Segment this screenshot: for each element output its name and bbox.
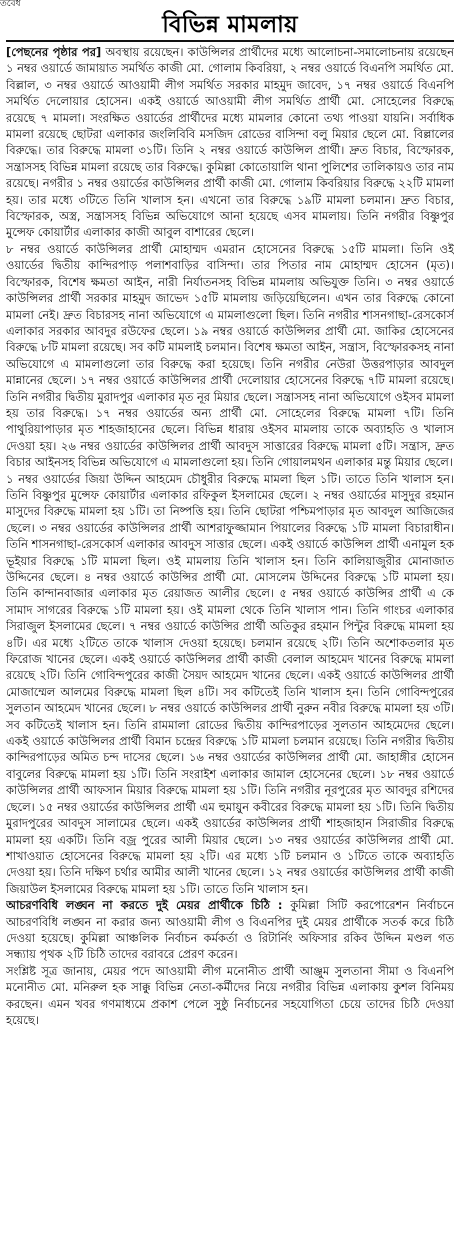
notice-subheading: আচরণবিধি লঙ্ঘন না করতে দুই মেয়র প্রার্থীকে চিঠি : [6,898,283,913]
article-headline: বিভিন্ন মামলায় [162,12,298,38]
notice-body: কুমিল্লা সিটি করপোরেশন নির্বাচনে আচরণবিধি লঙ্ঘন না করার জন্য আওয়ামী লীগ ও বিএনপির দুই মেয়র প্রার্থীকে সতর্ক করে চিঠি দেওয়া হয়েছে। কুমিল্লা আঞ্চলিক নির্বাচন কর্মকর্তা ও রিটার্নিং অফিসার রকিব উদ্দিন মণ্ডল গত সন্ধ্যায় পৃথক ২টি চিঠি তাদের বরাবরে প্রেরণ করেন। [6,898,454,962]
notice-paragraph [6,897,454,963]
headline-area [6,10,454,42]
continued-from-label: [পেছনের পৃষ্ঠার পর] [6,45,102,59]
paragraph-1-text: অবস্থায় রয়েছেন। কাউন্সিলর প্রার্থীদের মধ্যে আলোচনা-সমালোচনায় রয়েছেন ১ নম্বর ওয়ার্ডে জামায়াত সমর্থিত কাজী মো. গোলাম কিবরিয়া, ২ নম্বর ওয়ার্ডে বিএনপি সমর্থিত মো. বিল্লাল, ৩ নম্বর ওয়ার্ডে আওয়ামী লীগ সমর্থিত সরকার মাহমুদ জাবেদ, ১৭ নম্বর ওয়ার্ডে বিএনপি সমর্থিত দেলোয়ার হোসেন। একই ওয়ার্ডে আওয়ামী লীগ সমর্থিত প্রার্থী মো. সোহেলের বিরুদ্ধে রয়েছে ৭ মামলা। সংরক্ষিত ওয়ার্ডের প্রার্থীদের মধ্যে মামলার কোনো তথ্য পাওয়া যায়নি। সর্বাধিক মামলা রয়েছে ছোটরা এলাকার জংলিবিবি মসজিদ রোডের বাসিন্দা বলু মিয়ার ছেলে মো. বিল্লালের বিরুদ্ধে। তার বিরুদ্ধে মামলা ৩১টি। তিনি ২ নম্বর ওয়ার্ডে কাউন্সিল প্রার্থী। দ্রুত বিচার, বিস্ফোরক, সন্ত্রাসসহ বিভিন্ন মামলা রয়েছে তার বিরুদ্ধে। কুমিল্লা কোতোয়ালি থানা পুলিশের তালিকায়ও তার নাম রয়েছে। নগরীর ১ নম্বর ওয়ার্ডের কাউন্সিলর প্রার্থী কাজী মো. গোলাম কিবরিয়ার বিরুদ্ধে ২২টি মামলা হয়। তার মধ্যে ৩টিতে তিনি খালাস হন। এখনো তার বিরুদ্ধে ১৯টি মামলা চলমান। দ্রুত বিচার, বিস্ফোরক, অস্ত্র, সন্ত্রাসসহ বিভিন্ন অভিযোগে আনা হয়েছে এসব মামলায়। তিনি নগরীর বিষ্ণুপুর মুন্সেফ কোয়ার্টার এলাকার কাজী আবুল বাশারের ছেলে। [6,45,454,240]
article-paragraph-2: ৮ নম্বর ওয়ার্ডে কাউন্সিলর প্রার্থী মোহাম্মদ এমরান হোসেনের বিরুদ্ধে ১৫টি মামলা। তিনি ওই ওয়ার্ডের দ্বিতীয় কান্দিরপাড় পলাশবাড়ির বাসিন্দা। তার পিতার নাম মোহাম্মদ হোসেন (মৃত)। বিস্ফোরক, বিশেষ ক্ষমতা আইন, নারী নির্যাতনসহ বিভিন্ন মামলায় অভিযুক্ত তিনি। ৩ নম্বর ওয়ার্ডে কাউন্সিলর প্রার্থী সরকার মাহমুদ জাভেদ ১৫টি মামলায় জড়িয়েছিলেন। এখন তার বিরুদ্ধে কোনো মামলা নেই। দ্রুত বিচারসহ নানা অভিযোগে এ মামলাগুলো ছিল। তিনি নগরীর শাসনগাছা-রেসকোর্স এলাকার সরকার আবদুর রউফের ছেলে। ১৯ নম্বর ওয়ার্ডে কাউন্সিলর প্রার্থী মো. জাকির হোসেনের বিরুদ্ধে ৮টি মামলা রয়েছে। সব কটি মামলাই চলমান। বিশেষ ক্ষমতা আইন, সন্ত্রাস, বিস্ফোরকসহ নানা অভিযোগে এ মামলাগুলো তার বিরুদ্ধে করা হয়েছে। তিনি নগরীর নেউরা উত্তরপাড়ার আবদুল মান্নানের ছেলে। ১৭ নম্বর ওয়ার্ডে কাউন্সিলর প্রার্থী দেলোয়ার হোসেনের বিরুদ্ধে ৭টি মামলা রয়েছে। তিনি নগরীর দ্বিতীয় মুরাদপুর এলাকার মৃত নূর মিয়ার ছেলে। সন্ত্রাসসহ নানা অভিযোগে ওইসব মামলা হয় তার বিরুদ্ধে। ১৭ নম্বর ওয়ার্ডের অন্য প্রার্থী মো. সোহেলের বিরুদ্ধে মামলা ৭টি। তিনি পাথুরিয়াপাড়ার মৃত শাহজাহানের ছেলে। বিভিন্ন ধারায় ওইসব মামলায় তাকে অব্যাহতি ও খালাস দেওয়া হয়। ২৬ নম্বর ওয়ার্ডের কাউন্সিলর প্রার্থী আবদুস সাত্তারের বিরুদ্ধে মামলা ৫টি। সন্ত্রাস, দ্রুত বিচার আইনসহ বিভিন্ন অভিযোগে এ মামলাগুলো হয়। তিনি গোয়ালমথন এলাকার মন্তু মিয়ার ছেলে। [6,241,454,470]
article-paragraph-3: ১ নম্বর ওয়ার্ডের জিয়া উদ্দিন আহমেদ চৌধুরীর বিরুদ্ধে মামলা ছিল ১টি। তাতে তিনি খালাস হন। তিনি বিষ্ণুপুর মুন্সেফ কোয়ার্টার এলাকার রফিকুল ইসলামের ছেলে। ২ নম্বর ওয়ার্ডের মাসুদুর রহমান মাসুদের বিরুদ্ধে মামলা হয় ১টি। তা নিষ্পত্তি হয়। তিনি ছোটরা পশ্চিমপাড়ার মৃত আবদুল আজিজের ছেলে। ৩ নম্বর ওয়ার্ডের কাউন্সিলর প্রার্থী আশরাফুজ্জামান পিয়ালের বিরুদ্ধে ১টি মামলা বিচারাধীন। তিনি শাসনগাছা-রেসকোর্স এলাকার আবদুস সাত্তার ছেলে। একই ওয়ার্ডে কাউন্সিল প্রার্থী এনামুল হক ভূইয়ার বিরুদ্ধে ১টি মামলা ছিল। ওই মামলায় তিনি খালাস হন। তিনি কালিয়াজুরীর মোনাজাত উদ্দিনের ছেলে। ৪ নম্বর ওয়ার্ডে কাউন্সির প্রার্থী মো. মোসলেম উদ্দিনের বিরুদ্ধে ১টি মামলা হয়। তিনি কান্দানবাজার এলাকার মৃত রেয়াজত আলীর ছেলে। ৫ নম্বর ওয়ার্ডে কাউন্সির প্রার্থী এ কে সামাদ সাগরের বিরুদ্ধে ১টি মামলা হয়। ওই মামলা থেকে তিনি খালাস পান। তিনি গাংচর এলাকার সিরাজুল ইসলামের ছেলে। ৭ নম্বর ওয়ার্ডে কাউন্সির প্রার্থী অতিকুর রহমান পিন্টুর বিরুদ্ধে মামলা হয় ৪টি। এর মধ্যে ২টিতে তাকে খালাস দেওয়া হয়েছে। চলমান রয়েছে ২টি। তিনি অশোকতলার মৃত ফিরোজ খানের ছেলে। একই ওয়ার্ডে কাউন্সিলর প্রার্থী কাজী বেলাল আহমেদ খানের বিরুদ্ধে মামলা রয়েছে ২টি। তিনি গোবিন্দপুরের কাজী সৈয়দ আহমেদ খানের ছেলে। একই ওয়ার্ডে কাউন্সিলর প্রার্থী মোজাম্মেল আলমের বিরুদ্ধে মামলা ছিল ৪টি। সব কটিতেই তিনি খালাস হন। তিনি গোবিন্দপুরের সুলতান আহমেদ খানের ছেলে। ৮ নম্বর ওয়ার্ডে কাউন্সিলর প্রার্থী নুরুন নবীর বিরুদ্ধে মামলা হয় ৩টি। সব কটিতেই খালাস হন। তিনি রামমালা রোডের দ্বিতীয় কান্দিরপাড়ের সুলতান আহমেদের ছেলে। একই ওয়ার্ডে কাউন্সিলর প্রার্থী বিমান চন্দ্রের বিরুদ্ধে ১টি মামলা চলমান রয়েছে। তিনি নগরীর দ্বিতীয় কান্দিরপাড়ের অমিত চন্দ দাসের ছেলে। ১৬ নম্বর ওয়ার্ডের কাউন্সিলর প্রার্থী মো. জাহাঙ্গীর হোসেন বাবুলের বিরুদ্ধে মামলা হয় ১টি। তিনি সংরাইশ এলাকার জামাল হোসেনের ছেলে। ১৮ নম্বর ওয়ার্ডে কাউন্সিলর প্রার্থী আফসান মিয়ার বিরুদ্ধে মামলা হয় ১টি। তিনি নগরীর নূরপুরের মৃত আবদুর রশিদের ছেলে। ১৫ নম্বর ওয়ার্ডের কাউন্সিলর প্রার্থী এম হুমায়ুন কবীরের বিরুদ্ধে মামলা হয় ১টি। তিনি দ্বিতীয় মুরাদপুরের আবদুস সালামের ছেলে। একই ওয়ার্ডের কাউন্সিলর প্রার্থী শাহজাহান সিরাজীর বিরুদ্ধে মামলা হয় একটি। তিনি বজ্র পুরের আলী মিয়ার ছেলে। ১৩ নম্বর ওয়ার্ডের কাউন্সিলর প্রার্থী মো. শাখাওয়াত হোসেনের বিরুদ্ধে মামলা হয় ২টি। এর মধ্যে ১টি চলমান ও ১টিতে তাকে অব্যাহতি দেওয়া হয়। তিনি দক্ষিণ চর্থার আমীর আলী খানের ছেলে। ১২ নম্বর ওয়ার্ডের কাউন্সিলর প্রার্থী কাজী জিয়াউল ইসলামের বিরুদ্ধে মামলা হয় ১টি। তাতে তিনি খালাস হন। [6,471,454,896]
article-paragraph-1 [6,44,454,241]
article-body [6,44,454,1242]
closing-paragraph: সংশ্লিষ্ট সূত্র জানায়, মেয়র পদে আওয়ামী লীগ মনোনীত প্রার্থী আঞ্জুম সুলতানা সীমা ও বিএনপি মনোনীত মো. মনিরুল হক সাক্কু বিভিন্ন নেতা-কর্মীদের নিয়ে নগরীর বিভিন্ন এলাকায় কুশল বিনিময় করছেন। এমন খবর গণমাধ্যমে প্রকাশ পেলে সুষ্ঠু নির্বাচনের সহযোগিতা চেয়ে তাদের চিঠি দেওয়া হয়েছে। [6,963,454,1027]
previous-article-edge: তবৈধ [0,0,21,8]
